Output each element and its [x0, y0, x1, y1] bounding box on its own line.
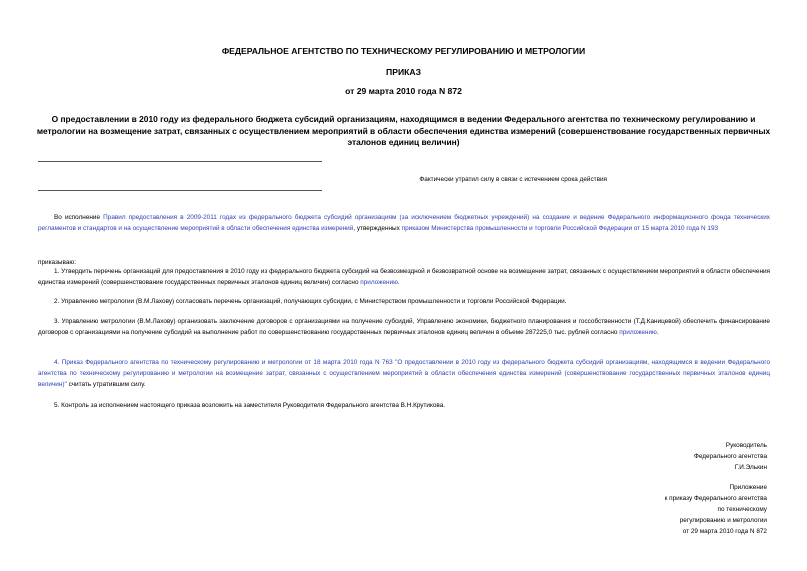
item-3-annex-link[interactable]: приложению [619, 329, 657, 336]
item-5: 5. Контроль за исполнением настоящего приказа возложить на заместителя Руководителя Федерального агентства В.Н.Крутикова. [54, 402, 446, 409]
divider-bottom [38, 190, 322, 191]
signature-agency: Федерального агентства [693, 453, 767, 460]
document-date: от 29 марта 2010 года N 872 [345, 86, 462, 96]
item-1 [38, 266, 770, 288]
item-3-text: 3. Управлению метрологии (В.М.Лахову) организовать заключение договоров с организациями на получение субсидий, Управлению экономики, бюджетного планирования и госсобственности (Т.Д.Каницевой) обеспечить финансирование договоров с организациями на получение субсидий на выполнение работ по совершенствованию государственных первичных эталонов единиц величин в объеме 287225,0 тыс. рублей согласно [38, 318, 770, 336]
item-1-end: . [397, 279, 400, 286]
repealed-order-link[interactable]: Приказ Федерального агентства по техническому регулированию и метрологии от 18 марта 2010 года N 763 "О предоставлении в 2010 году из федерального бюджета субсидий организациям, находящимся в ведении Федерального агентства по техническому регулированию и метрологии на возмещение затрат, связанных с осуществлением мероприятий в области обеспечения единства измерений (совершенствование государственных первичных эталонов единиц величин)" [38, 359, 770, 388]
document-title: О предоставлении в 2010 году из федерального бюджета субсидий организациям, находящимся в ведении Федерального агентства по техническому регулированию и метрологии на возмещение затрат, связанных с осуществлением мероприятий в области обеспечения единства измерений (совершенствование государственных первичных эталонов единиц величин) [36, 114, 771, 147]
divider-top [38, 161, 322, 162]
item-4-number: 4. [54, 359, 62, 366]
intro-text-mid: , утвержденных [353, 225, 402, 232]
annex-line-2: к приказу Федерального агентства [664, 495, 767, 502]
item-1-annex-link[interactable]: приложению [360, 279, 398, 286]
annex-line-5: от 29 марта 2010 года N 872 [682, 528, 767, 535]
item-2: 2. Управлению метрологии (В.М.Лахову) согласовать перечень организаций, получающих субсидии, с Министерством промышленности и торговли Российской Федерации. [54, 298, 567, 305]
item-3-end: . [656, 329, 659, 336]
signature-position: Руководитель [725, 442, 767, 449]
annex-line-4: регулированию и метрологии [679, 517, 767, 524]
document-type: ПРИКАЗ [386, 67, 421, 77]
item-4-end: считать утратившим силу. [66, 381, 146, 388]
annex-line-3: по техническому [717, 506, 767, 513]
signature-block [567, 440, 767, 473]
status-note: Фактически утратил силу в связи с истечением срока действия [419, 176, 607, 183]
agency-heading: ФЕДЕРАЛЬНОЕ АГЕНТСТВО ПО ТЕХНИЧЕСКОМУ РЕГУЛИРОВАНИЮ И МЕТРОЛОГИИ [221, 46, 586, 56]
ministry-order-link[interactable]: приказом Министерства промышленности и торговли Российской Федерации от 15 марта 2010 года N 193 [401, 225, 719, 232]
intro-text-start: Во исполнение [54, 214, 104, 221]
order-verb: приказываю: [38, 259, 76, 266]
annex-title: Приложение [729, 484, 767, 491]
item-1-text: 1. Утвердить перечень организаций для предоставления в 2010 году из федерального бюджета субсидий на безвозмездной и безвозвратной основе на возмещение затрат, связанных с осуществлением мероприятий в области обеспечения единства измерений (совершенствование государственных первичных эталонов единиц величин) согласно [38, 268, 770, 286]
signature-name: Г.И.Элькин [734, 464, 767, 471]
item-4 [38, 357, 770, 390]
rules-link[interactable]: Правил предоставления в 2009-2011 годах из федерального бюджета субсидий организациям (за исключением бюджетных учреждений) на создание и ведение Федерального информационного фонда технических регламентов и стандартов и на осуществление мероприятий в области обеспечения единства измерений [38, 214, 770, 232]
annex-block [567, 482, 767, 537]
intro-paragraph [38, 212, 770, 234]
item-3 [38, 316, 770, 338]
